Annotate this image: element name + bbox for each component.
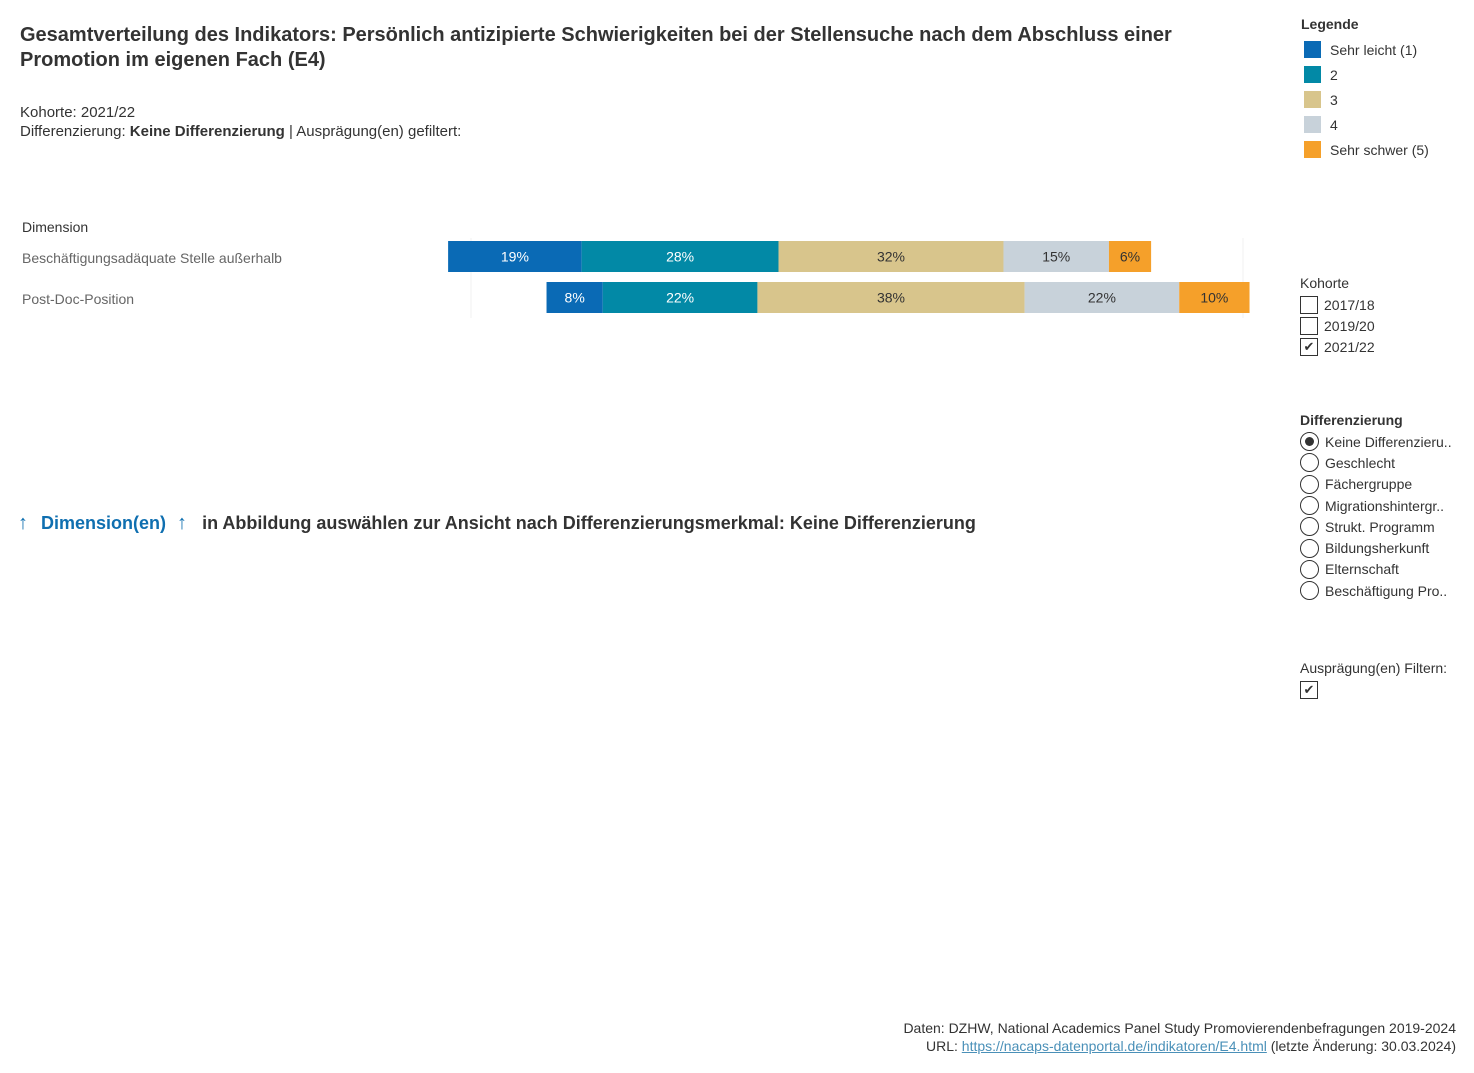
bar-segment[interactable]: [603, 282, 758, 313]
checkmark-icon: ✔: [1303, 682, 1315, 697]
bar-data-label: 28%: [666, 248, 695, 265]
kohorte-filter: [1300, 275, 1375, 357]
legend-swatch: [1304, 141, 1321, 158]
differenzierung-option[interactable]: [1300, 474, 1452, 495]
kohorte-option-label: 2017/18: [1324, 296, 1375, 313]
bar-segment[interactable]: [448, 241, 582, 272]
legend-item[interactable]: [1301, 62, 1429, 87]
auspraegung-checkbox-row[interactable]: [1300, 679, 1447, 700]
auspraegung-filter: [1300, 660, 1447, 700]
differenzierung-option-label: Fächergruppe: [1325, 476, 1413, 493]
differenzierung-option[interactable]: [1300, 537, 1452, 558]
bar-data-label: 22%: [1087, 289, 1116, 306]
bar-data-label: 10%: [1200, 289, 1229, 306]
subtitle: [20, 103, 461, 141]
kohorte-option[interactable]: [1300, 294, 1375, 315]
legend-swatch: [1304, 41, 1321, 58]
dimension-header: Dimension: [22, 219, 89, 235]
bar-data-label: 19%: [500, 248, 529, 265]
footer: [903, 1019, 1456, 1055]
legend-item[interactable]: [1301, 87, 1429, 112]
differenzierung-radio[interactable]: [1300, 453, 1319, 472]
row-label-1[interactable]: Post-Doc-Position: [22, 291, 135, 307]
differenzierung-radio[interactable]: [1300, 581, 1319, 600]
differenzierung-filter: [1300, 412, 1452, 601]
radio-dot-icon: [1305, 437, 1314, 446]
subtitle-kohorte: Kohorte: 2021/22: [20, 104, 136, 121]
bar-segment[interactable]: [582, 241, 779, 272]
hint-text: in Abbildung auswählen zur Ansicht nach Differenzierungsmerkmal: Keine Differenzierung: [202, 513, 976, 533]
differenzierung-radio[interactable]: [1300, 496, 1319, 515]
legend-label: 4: [1330, 116, 1338, 133]
legend-title: Legende: [1301, 16, 1359, 32]
differenzierung-radio[interactable]: [1300, 432, 1319, 451]
legend-item[interactable]: [1301, 112, 1429, 137]
kohorte-checkbox[interactable]: [1300, 317, 1318, 335]
subtitle-diff-prefix: Differenzierung:: [20, 123, 130, 140]
checkmark-icon: ✔: [1303, 339, 1315, 354]
differenzierung-option-label: Elternschaft: [1325, 561, 1399, 578]
kohorte-option-label: 2021/22: [1324, 338, 1375, 355]
legend-swatch: [1304, 116, 1321, 133]
differenzierung-option[interactable]: [1300, 580, 1452, 601]
differenzierung-option-label: Geschlecht: [1325, 454, 1396, 471]
kohorte-filter-title: Kohorte: [1300, 275, 1350, 291]
bar-data-label: 32%: [876, 248, 906, 265]
subtitle-diff-value: Keine Differenzierung: [129, 123, 285, 140]
differenzierung-option-label: Strukt. Programm: [1325, 518, 1435, 535]
row-label-0[interactable]: Beschäftigungsadäquate Stelle außerhalb: [22, 250, 282, 266]
kohorte-option-label: 2019/20: [1324, 317, 1375, 334]
bar-segment[interactable]: [1025, 282, 1180, 313]
bar-segment[interactable]: [1109, 241, 1151, 272]
footer-url-line: [903, 1037, 1456, 1055]
bar-data-label: 8%: [564, 289, 585, 306]
differenzierung-option[interactable]: [1300, 495, 1452, 516]
bar-segment[interactable]: [779, 241, 1004, 272]
auspraegung-checkbox[interactable]: [1300, 681, 1318, 699]
differenzierung-radio[interactable]: [1300, 475, 1319, 494]
kohorte-option[interactable]: [1300, 315, 1375, 336]
differenzierung-option-label: Keine Differenzieru..: [1325, 433, 1452, 450]
bar-data-label: 15%: [1042, 248, 1071, 265]
legend-item[interactable]: [1301, 37, 1429, 62]
kohorte-option[interactable]: [1300, 336, 1375, 357]
footer-url-link[interactable]: https://nacaps-datenportal.de/indikatoren/E4.html: [961, 1038, 1267, 1054]
hint-dimension-link[interactable]: Dimension(en): [41, 513, 167, 533]
legend: [1301, 16, 1429, 162]
footer-url-prefix: URL:: [925, 1038, 962, 1054]
footer-source: Daten: DZHW, National Academics Panel Study Promovierendenbefragungen 2019-2024: [903, 1020, 1456, 1036]
differenzierung-filter-title: Differenzierung: [1300, 412, 1403, 428]
legend-label: Sehr schwer (5): [1330, 141, 1429, 158]
bar-data-label: 6%: [1119, 248, 1141, 265]
legend-item[interactable]: [1301, 137, 1429, 162]
bar-data-label: 38%: [876, 289, 906, 306]
bar-segment[interactable]: [547, 282, 603, 313]
differenzierung-option[interactable]: [1300, 559, 1452, 580]
differenzierung-radio[interactable]: [1300, 560, 1319, 579]
differenzierung-option-label: Bildungsherkunft: [1325, 540, 1430, 557]
legend-label: 2: [1330, 66, 1338, 83]
differenzierung-option[interactable]: [1300, 516, 1452, 537]
up-arrow-icon: ↑: [18, 512, 28, 534]
bar-data-label: 22%: [666, 289, 695, 306]
legend-label: Sehr leicht (1): [1330, 41, 1418, 58]
legend-swatch: [1304, 91, 1321, 108]
bar-segment[interactable]: [1003, 241, 1108, 272]
subtitle-diff-suffix: | Ausprägung(en) gefiltert:: [284, 123, 462, 140]
bar-segment[interactable]: [757, 282, 1024, 313]
selection-hint: [18, 512, 976, 535]
auspraegung-filter-title: Ausprägung(en) Filtern:: [1300, 660, 1448, 676]
differenzierung-option[interactable]: [1300, 431, 1452, 452]
kohorte-checkbox[interactable]: [1300, 338, 1318, 356]
differenzierung-radio[interactable]: [1300, 539, 1319, 558]
bar-segment[interactable]: [1179, 282, 1249, 313]
footer-url-suffix: (letzte Änderung: 30.03.2024): [1266, 1038, 1456, 1054]
up-arrow-icon: ↑: [177, 512, 188, 534]
differenzierung-option-label: Beschäftigung Pro..: [1325, 582, 1448, 599]
kohorte-checkbox[interactable]: [1300, 296, 1318, 314]
legend-label: 3: [1330, 91, 1338, 108]
legend-swatch: [1304, 66, 1321, 83]
page-title: Gesamtverteilung des Indikators: Persönlich antizipierte Schwierigkeiten bei der Stellensuche nach dem Abschluss einer Promotion im eigenen Fach (E4): [20, 24, 1172, 71]
subtitle-differenzierung: [20, 122, 461, 141]
differenzierung-option[interactable]: [1300, 452, 1452, 473]
differenzierung-option-label: Migrationshintergr..: [1325, 497, 1445, 514]
differenzierung-radio[interactable]: [1300, 517, 1319, 536]
